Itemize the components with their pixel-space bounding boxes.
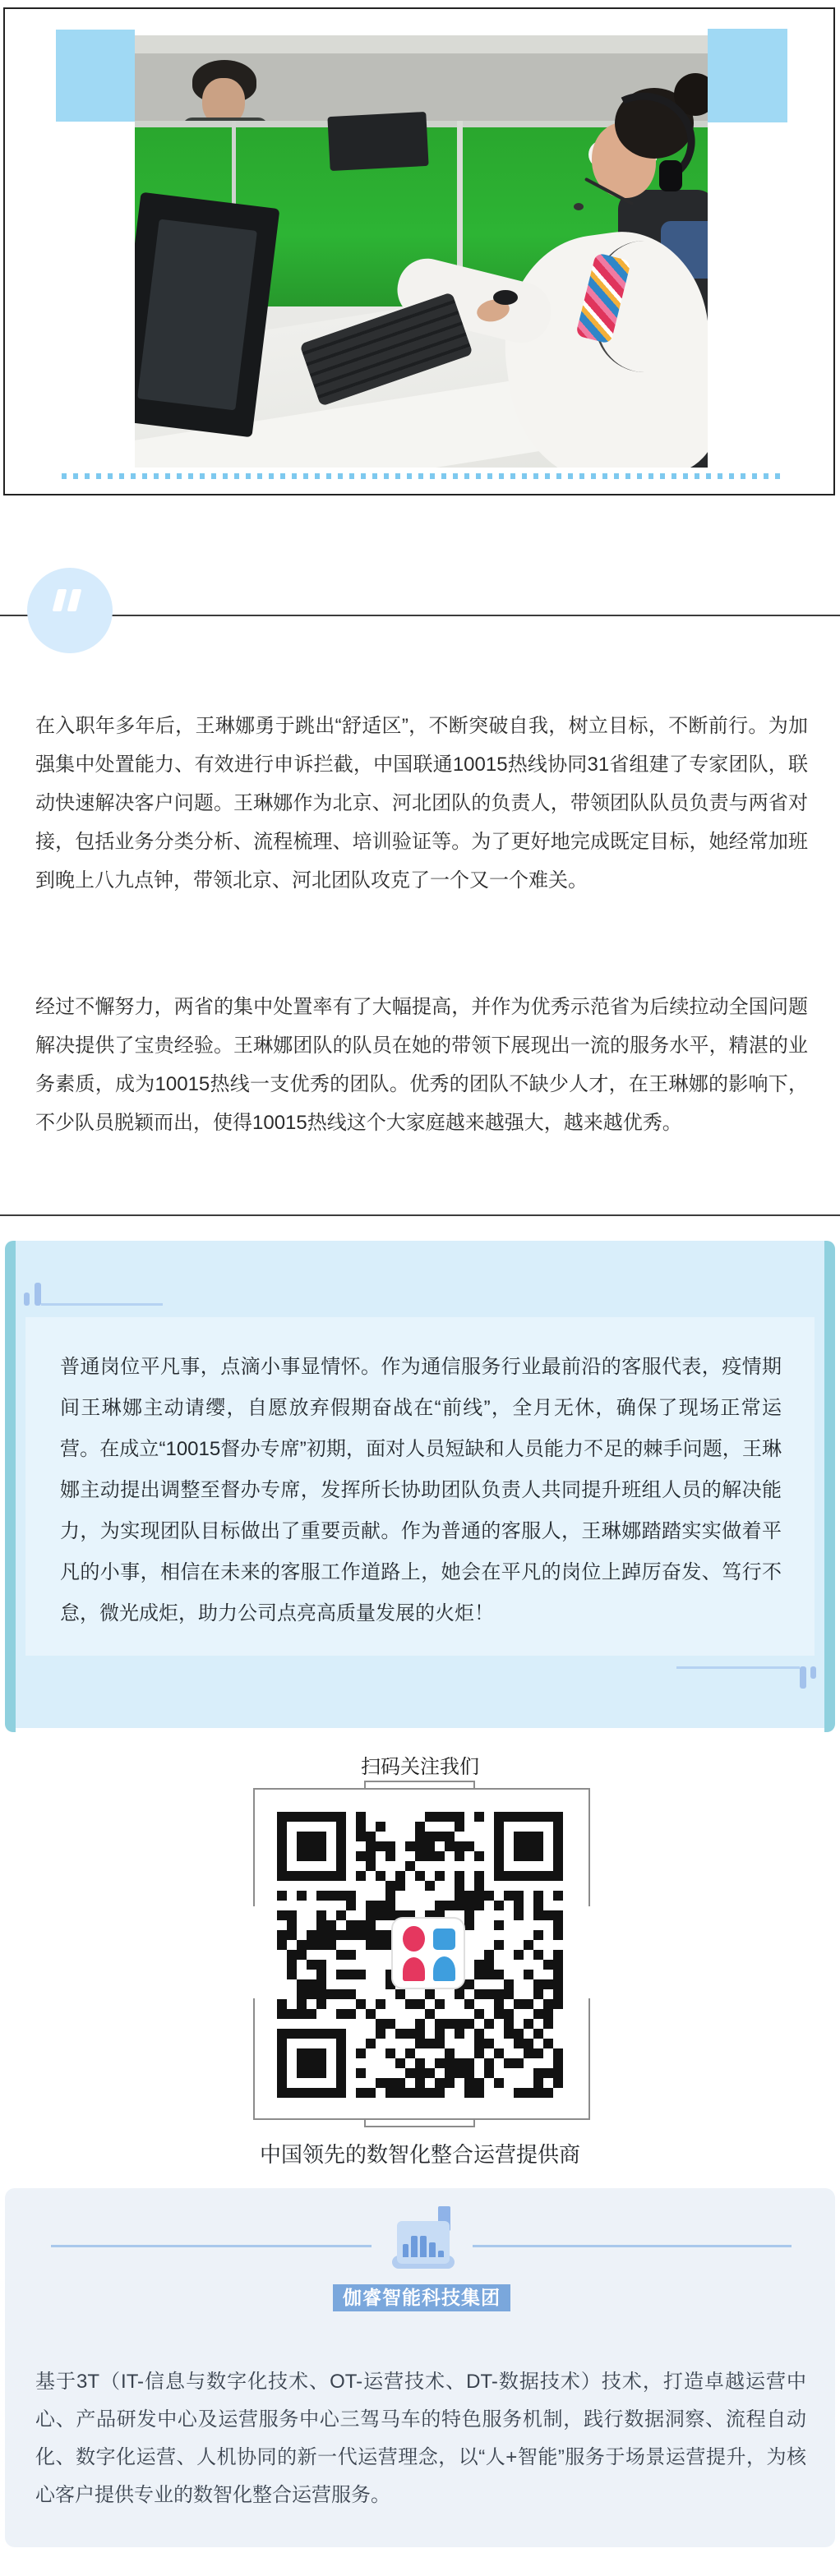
company-tagline: 中国领先的数智化整合运营提供商 xyxy=(259,2142,580,2167)
scroll-chart-icon xyxy=(385,2200,476,2279)
dotted-divider xyxy=(62,473,781,479)
background-monitor xyxy=(327,112,428,171)
qr-logo-icon xyxy=(391,1917,465,1989)
highlight-quote-card xyxy=(5,1241,835,1732)
footer-paragraph: 基于3T（IT-信息与数字化技术、OT-运营技术、DT-数据技术）技术，打造卓越运营中心、产品研发中心及运营服务中心三驾马车的特色服务机制，践行数据洞察、流程自动化、数字化运营、人机协同的新一代运营理念，以“人+智能”服务于场景运营提升，为核心客户提供专业的数智化整合运营服务。 xyxy=(35,2371,806,2506)
article-paragraph-2: 经过不懈努力，两省的集中处置率有了大幅提高，并作为优秀示范省为后续拉动全国问题解决提供了宝贵经验。王琳娜团队的队员在她的带领下展现出一流的服务水平，精湛的业务素质，成为10015热线一支优秀的团队。优秀的团队不缺少人才，在王琳娜的影响下，不少队员脱颖而出，使得10015热线这个大家庭越来越强大，越来越优秀。 xyxy=(35,996,808,1134)
scan-heading: 扫码关注我们 xyxy=(361,1756,479,1778)
quote-text: 普通岗位平凡事，点滴小事显情怀。作为通信服务行业最前沿的客服代表，疫情期间王琳娜主动请缨，自愿放弃假期奋战在“前线”，全月无休，确保了现场正常运营。在成立“10015督办专席”初期，面对人员短缺和人员能力不足的棘手问题，王琳娜主动提出调整至督办专席，发挥所长协助团队负责人共同提升班组人员的解决能力，为实现团队目标做出了重要贡献。作为普通的客服人，王琳娜踏踏实实做着平凡的小事，相信在未来的客服工作道路上，她会在平凡的岗位上踔厉奋发、笃行不怠，微光成炬，助力公司点亮高质量发展的火炬！ xyxy=(60,1356,782,1624)
mouse xyxy=(493,290,518,305)
company-name-badge: 伽睿智能科技集团 xyxy=(333,2284,510,2311)
call-center-photo xyxy=(135,35,708,468)
quote-inner-box xyxy=(25,1317,815,1656)
qr-frame-tab-bottom xyxy=(364,2118,475,2127)
decor-blue-rect-left xyxy=(56,30,135,122)
quote-icon xyxy=(55,589,88,614)
photo-card xyxy=(3,7,835,495)
decor-blue-rect-right xyxy=(708,29,787,122)
divider-line xyxy=(0,1214,840,1216)
article-paragraph-1: 在入职年多年后，王琳娜勇于跳出“舒适区”，不断突破自我，树立目标，不断前行。为加强集中处置能力、有效进行申诉拦截，中国联通10015热线协同31省组建了专家团队，联动快速解决客户问题。王琳娜作为北京、河北团队的负责人，带领团队队员负责与两省对接，包括业务分类分析、流程梳理、培训验证等。为了更好地完成既定目标，她经常加班到晚上八九点钟，带领北京、河北团队攻克了一个又一个难关。 xyxy=(35,715,808,892)
divider-line xyxy=(0,615,840,616)
quote-circle xyxy=(27,568,113,653)
company-footer xyxy=(5,2188,835,2547)
footer-divider-right xyxy=(473,2245,792,2247)
footer-divider-left xyxy=(51,2245,372,2247)
qr-frame-tab-top xyxy=(364,1781,475,1790)
